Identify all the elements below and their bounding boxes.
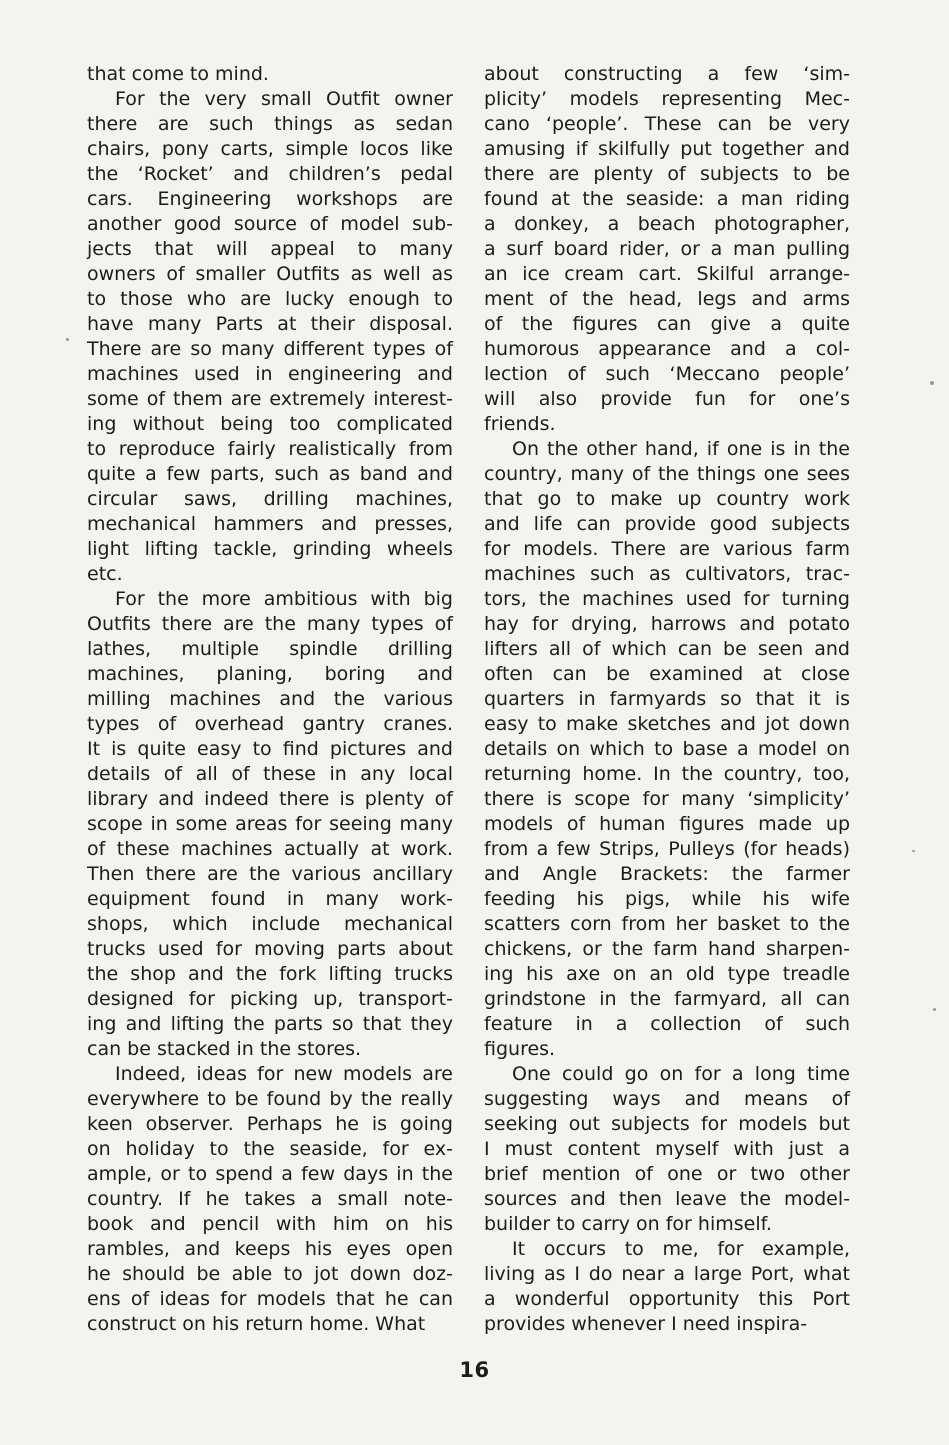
text-line: mechanical hammers and presses,: [87, 513, 453, 535]
text-line: lifters all of which can be seen and: [484, 638, 850, 660]
text-line: provides whenever I need inspira-: [484, 1313, 808, 1335]
text-line: returning home. In the country, too,: [484, 763, 850, 785]
text-line: to reproduce fairly realistically from: [87, 438, 453, 460]
text-line: equipment found in many work-: [87, 888, 453, 910]
text-line: living as I do near a large Port, what: [484, 1263, 850, 1285]
text-line: light lifting tackle, grinding wheels: [87, 538, 453, 560]
text-line: about constructing a few ‘sim-: [484, 63, 850, 85]
text-line: and life can provide good subjects: [484, 513, 850, 535]
text-line: ens of ideas for models that he can: [87, 1288, 453, 1310]
text-line: friends.: [484, 413, 556, 435]
text-line: suggesting ways and means of: [484, 1088, 850, 1110]
text-line: there are plenty of subjects to be: [484, 163, 850, 185]
text-line: machines, planing, boring and: [87, 663, 453, 685]
text-line: humorous appearance and a col-: [484, 338, 850, 360]
text-line: found at the seaside: a man riding: [484, 188, 850, 210]
text-line: models of human figures made up: [484, 813, 850, 835]
text-line: cano ‘people’. These can be very: [484, 113, 850, 135]
text-line: Outfits there are the many types of: [87, 613, 453, 635]
text-line: details of all of these in any local: [87, 763, 453, 785]
text-line: the shop and the fork lifting trucks: [87, 963, 453, 985]
text-line: milling machines and the various: [87, 688, 453, 710]
text-line: jects that will appeal to many: [87, 238, 453, 260]
text-line: rambles, and keeps his eyes open: [87, 1238, 453, 1260]
text-line: ing without being too complicated: [87, 413, 453, 435]
paper-speck: [930, 381, 934, 385]
text-line: I must content myself with just a: [484, 1138, 850, 1160]
page-number: 16: [459, 1358, 490, 1382]
text-line: For the very small Outfit owner: [115, 88, 453, 110]
text-line: chickens, or the farm hand sharpen-: [484, 938, 850, 960]
text-line: for models. There are various farm: [484, 538, 850, 560]
text-line: library and indeed there is plenty of: [87, 788, 453, 810]
text-line: lection of such ‘Meccano people’: [484, 363, 850, 385]
text-line: country. If he takes a small note-: [87, 1188, 453, 1210]
text-line: that come to mind.: [87, 63, 269, 85]
text-line: of these machines actually at work.: [87, 838, 453, 860]
text-line: scatters corn from her basket to the: [484, 913, 850, 935]
text-line: quarters in farmyards so that it is: [484, 688, 850, 710]
text-line: the ‘Rocket’ and children’s pedal: [87, 163, 453, 185]
text-line: of the figures can give a quite: [484, 313, 850, 335]
text-line: plicity’ models representing Mec-: [484, 88, 850, 110]
paper-speck: [912, 850, 915, 852]
text-line: circular saws, drilling machines,: [87, 488, 453, 510]
text-line: grindstone in the farmyard, all can: [484, 988, 850, 1010]
text-line: Indeed, ideas for new models are: [115, 1063, 453, 1085]
text-line: One could go on for a long time: [512, 1063, 850, 1085]
text-line: machines used in engineering and: [87, 363, 453, 385]
text-line: For the more ambitious with big: [115, 588, 453, 610]
text-line: details on which to base a model on: [484, 738, 850, 760]
text-line: and Angle Brackets: the farmer: [484, 863, 850, 885]
text-line: types of overhead gantry cranes.: [87, 713, 453, 735]
text-line: will also provide fun for one’s: [484, 388, 850, 410]
text-line: cars. Engineering workshops are: [87, 188, 453, 210]
text-line: It occurs to me, for example,: [512, 1238, 850, 1260]
text-line: a wonderful opportunity this Port: [484, 1288, 850, 1310]
text-line: feature in a collection of such: [484, 1013, 850, 1035]
text-line: There are so many different types of: [87, 338, 453, 360]
text-line: can be stacked in the stores.: [87, 1038, 362, 1060]
text-line: figures.: [484, 1038, 556, 1060]
right-text-column: [484, 62, 850, 1337]
text-line: country, many of the things one sees: [484, 463, 850, 485]
text-line: on holiday to the seaside, for ex-: [87, 1138, 453, 1160]
text-line: that go to make up country work: [484, 488, 850, 510]
text-line: lathes, multiple spindle drilling: [87, 638, 453, 660]
paper-speck: [66, 338, 69, 341]
text-line: from a few Strips, Pulleys (for heads): [484, 838, 850, 860]
text-line: have many Parts at their disposal.: [87, 313, 453, 335]
text-line: trucks used for moving parts about: [87, 938, 453, 960]
text-line: he should be able to jot down doz-: [87, 1263, 453, 1285]
text-line: everywhere to be found by the really: [87, 1088, 453, 1110]
text-line: machines such as cultivators, trac-: [484, 563, 850, 585]
text-line: It is quite easy to find pictures and: [87, 738, 453, 760]
text-line: a surf board rider, or a man pulling: [484, 238, 850, 260]
text-line: quite a few parts, such as band and: [87, 463, 453, 485]
text-line: another good source of model sub-: [87, 213, 453, 235]
text-line: ing his axe on an old type treadle: [484, 963, 850, 985]
text-line: ment of the head, legs and arms: [484, 288, 850, 310]
text-line: a donkey, a beach photographer,: [484, 213, 850, 235]
text-line: often can be examined at close: [484, 663, 850, 685]
paper-speck: [933, 1008, 936, 1011]
text-line: book and pencil with him on his: [87, 1213, 453, 1235]
text-line: scope in some areas for seeing many: [87, 813, 453, 835]
text-line: designed for picking up, transport-: [87, 988, 453, 1010]
text-line: hay for drying, harrows and potato: [484, 613, 850, 635]
text-line: some of them are extremely interest-: [87, 388, 453, 410]
text-line: there are such things as sedan: [87, 113, 453, 135]
text-line: shops, which include mechanical: [87, 913, 453, 935]
text-line: construct on his return home. What: [87, 1313, 426, 1335]
text-line: an ice cream cart. Skilful arrange-: [484, 263, 850, 285]
text-line: etc.: [87, 563, 123, 585]
text-line: easy to make sketches and jot down: [484, 713, 850, 735]
text-line: there is scope for many ‘simplicity’: [484, 788, 850, 810]
text-line: brief mention of one or two other: [484, 1163, 850, 1185]
text-line: keen observer. Perhaps he is going: [87, 1113, 453, 1135]
text-line: ample, or to spend a few days in the: [87, 1163, 453, 1185]
text-line: to those who are lucky enough to: [87, 288, 453, 310]
text-line: On the other hand, if one is in the: [512, 438, 850, 460]
text-line: amusing if skilfully put together and: [484, 138, 850, 160]
text-line: Then there are the various ancillary: [87, 863, 453, 885]
left-text-column: [87, 62, 453, 1337]
text-line: ing and lifting the parts so that they: [87, 1013, 453, 1035]
text-line: tors, the machines used for turning: [484, 588, 850, 610]
text-line: sources and then leave the model-: [484, 1188, 850, 1210]
text-line: builder to carry on for himself.: [484, 1213, 772, 1235]
text-line: seeking out subjects for models but: [484, 1113, 850, 1135]
text-line: owners of smaller Outfits as well as: [87, 263, 453, 285]
text-line: chairs, pony carts, simple locos like: [87, 138, 453, 160]
text-line: feeding his pigs, while his wife: [484, 888, 850, 910]
